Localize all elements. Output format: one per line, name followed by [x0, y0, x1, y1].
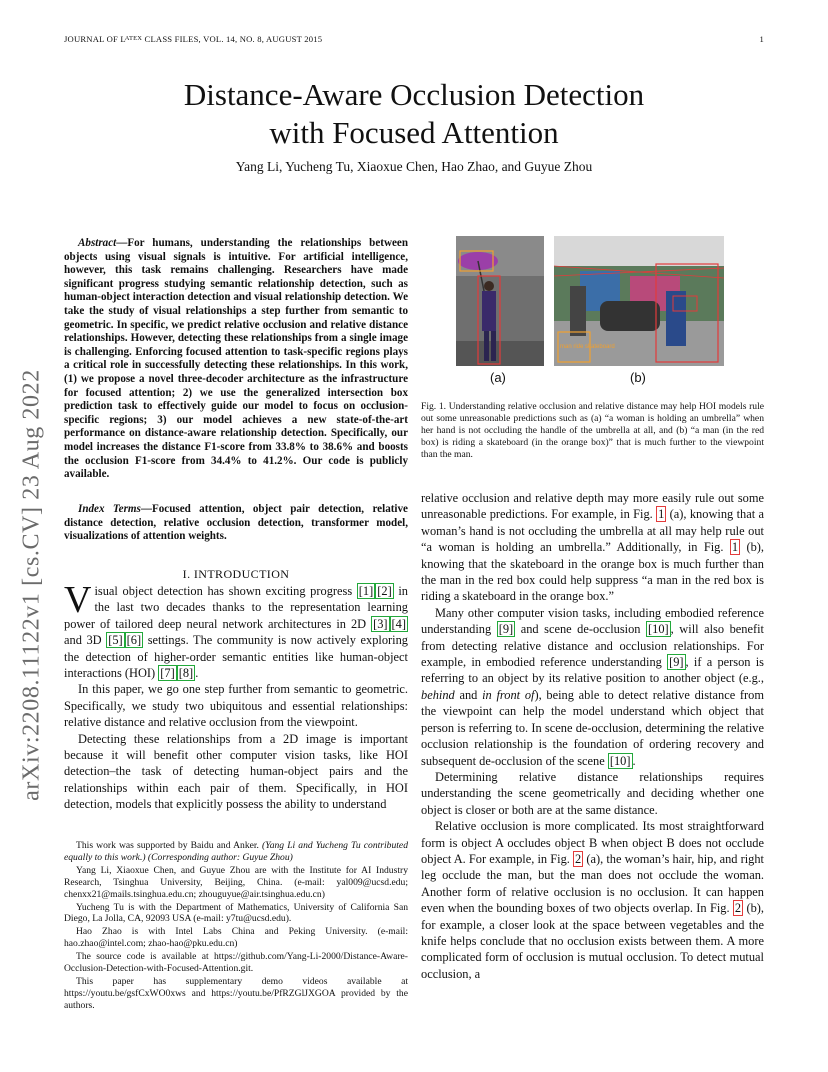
footnote-funding: This work was supported by Baidu and Anker. (Yang Li and Yucheng Tu contributed equally to this work.) (Corresponding author: Guyue Zhou): [64, 840, 408, 863]
abstract: [64, 237, 408, 482]
footnote-videos: This paper has supplementary demo videos available at https://youtu.be/gsfCxWO0xws and https://youtu.be/PfRZGlJXGOA provided by the authors.: [64, 975, 408, 1011]
citation-link[interactable]: [10]: [648, 622, 669, 637]
figure-1: [430, 236, 764, 386]
abstract-text: —For humans, understanding the relationships between objects using visual signals is intuitive. For artificial intelligence, however, this task remains challenging. Researchers have made significant progress studying semantic relationship detection, such as human-object interaction detection and visual relationship detection. We take the study of visual relationships a step further from semantic to geometric. In specific, we predict relative occlusion and relative distance relationships. However, detecting these relationships from a single image is challenging. Enforcing focused attention to task-specific regions plays a critical role in successfully detecting these relationships. In this work, (1) we propose a novel three-decoder architecture as the infrastructure for focused attention; 2) we use the generalized intersection box prediction task to effectively guide our model to focus on occlusion-specific regions; 3) our model achieves a new state-of-the-art performance on distance-aware relationship detection. Specifically, our model increases the distance F1-score from 33.8% to 38.6% and boosts the occlusion F1-score from 34.4% to 41.2%. Our code is publicly available.: [64, 237, 408, 481]
title-line-1: Distance-Aware Occlusion Detection: [183, 77, 645, 112]
figure-1-images: [430, 236, 764, 386]
figure-1a-image: [456, 236, 544, 366]
index-terms-lead: Index Terms: [78, 503, 141, 515]
intro-paragraph-2: In this paper, we go one step further from semantic to geometric. Specifically, we study two ubiquitous and essential relationships: relative distance and relative occlusion from the viewpoint.: [64, 682, 408, 730]
citation-link[interactable]: [6]: [126, 633, 142, 648]
index-terms: [64, 503, 408, 544]
footnote-affiliation-3: Hao Zhao is with Intel Labs China and Peking University. (e-mail: hao.zhao@intel.com; zhao-hao@pku.edu.cn): [64, 926, 408, 950]
intro-paragraph-3: Detecting these relationships from a 2D image is important because it will benefit other computer vision tasks, like HOI detection–the task of detecting human-object pairs and the relationships within each pair of them. Specifically, in HOI detection, models that explicitly possess the ability to understand: [64, 731, 408, 812]
citation-link[interactable]: [4]: [391, 616, 406, 631]
figure-reference-link[interactable]: 1: [731, 540, 739, 555]
citation-link[interactable]: [9]: [669, 655, 684, 670]
intro-paragraph-7: Relative occlusion is more complicated. Its most straightforward form is object A occludes object B when object B does not occlude object A. For example, in Fig. 2 (a), the woman’s hair, hip, and right leg occlude the man, but the man does not occlude the woman. Another form of relative occlusion is no occlusion. It can happen even when the bounding boxes of two objects overlap. In Fig. 2 (b), for example, a closer look at the space between vegetables and the knife helps conclude that no occlusion exists between them. A more complicated form of occlusion is mutual occlusion. To detect mutual occlusion, a: [421, 819, 764, 981]
citation-link[interactable]: [9]: [498, 622, 514, 637]
figure-reference-link[interactable]: 1: [658, 507, 665, 522]
citation-link[interactable]: [5]: [108, 633, 123, 648]
running-header: [64, 34, 764, 44]
footnotes: [64, 840, 408, 1013]
title-line-2: with Focused Attention: [269, 115, 559, 150]
citation-link[interactable]: [8]: [178, 666, 194, 681]
citation-link[interactable]: [1]: [358, 584, 374, 598]
footnote-affiliation-2: Yucheng Tu is with the Department of Mathematics, University of California San Diego, La Jolla, CA, 92093 USA (e-mail: y7tu@ucsd.edu).: [64, 901, 408, 925]
paper-title: [64, 76, 764, 152]
detection-box-label: man ride skateboard: [560, 344, 615, 350]
footnote-code: The source code is available at https://github.com/Yang-Li-2000/Distance-Aware-Occlusion-Detection-with-Focused-Attention.git.: [64, 951, 408, 975]
figure-1b-label: (b): [630, 370, 646, 385]
right-column-body: [421, 490, 764, 982]
intro-paragraph-5: Many other computer vision tasks, including embodied reference understanding [9] and scene de-occlusion [10] , will also benefit from detecting relative distance and occlusion relationships. For example, in embodied reference understanding [9] , if a person is referring to an object by its relative position to another object (e.g., behind and in front of), being able to detect relative distance from the viewpoint can help the model understand which object that person is referring to. In scene de-occlusion, determining the relative occlusion relationship is the foundation of ordering recovery and subsequent de-occlusion of the scene [10] .: [421, 605, 765, 768]
footnote-affiliation-1: Yang Li, Xiaoxue Chen, and Guyue Zhou are with the Institute for AI Industry Research, Tsinghua University, Beijing, China. (e-mail: yal009@ucsd.edu; chenxx21@mails.tsinghua.edu.cn; zhouguyue@air.tsinghua.edu.cn): [64, 864, 408, 900]
page-number: 1: [759, 34, 764, 44]
figure-reference-link[interactable]: 2: [575, 851, 582, 866]
journal-name: JOURNAL OF $L^{ATEX}$ CLASS FILES, VOL. 14, NO. 8, AUGUST 2015: [64, 34, 323, 44]
author-list: Yang Li, Yucheng Tu, Xiaoxue Chen, Hao Zhao, and Guyue Zhou: [235, 159, 593, 174]
drop-cap: V: [64, 579, 92, 621]
citation-link[interactable]: [3]: [373, 616, 388, 631]
abstract-lead: Abstract: [78, 237, 117, 249]
intro-paragraph-6: Determining relative distance relationships requires understanding the scene geometrically and deciding whether one object is closer or both are at the same distance.: [421, 769, 764, 817]
figure-reference-link[interactable]: 2: [734, 901, 742, 916]
figure-1-caption: Fig. 1. Understanding relative occlusion and relative distance may help HOI models rule out some unreasonable predictions such as (a) “a woman is holding an umbrella” when her hand is not occluding the handle of the umbrella at all, and (b) “a man (in the red box) is riding a skateboard (in the orange box)” that is much further to the viewpoint than the man.: [421, 401, 764, 460]
left-column-body: [64, 579, 408, 813]
intro-paragraph-1: Visual object detection has shown exciting progress [1] [2] in the last two decades thanks to the representation learning power of tailored deep neural network architectures in 2D [3] [4] and 3D [5] [6] settings. The community is now actively exploring the detection of higher-order semantic entities like human-object interactions (HOI) [7] [8] .: [64, 579, 408, 681]
intro-paragraph-4: relative occlusion and relative depth may more easily rule out some unreasonable predictions. For example, in Fig. 1 (a), knowing that a woman’s hand is not occluding the umbrella at all may help rule out “a woman is holding an umbrella.” Additionally, in Fig. 1 (b), knowing that the skateboard in the orange box is much further than the man in the red box could help suppress “a man in the red box is riding a skateboard in the orange box.”: [421, 491, 764, 604]
section-heading-introduction: I. INTRODUCTION: [182, 567, 290, 581]
arxiv-stamp: arXiv:2208.11122v1 [cs.CV] 23 Aug 2022: [18, 369, 45, 801]
citation-link[interactable]: [7]: [160, 666, 175, 681]
figure-1a-label: (a): [490, 370, 506, 385]
citation-link[interactable]: [10]: [609, 753, 631, 768]
index-terms-text: —Focused attention, object pair detection, relative distance detection, relative occlusion detection, transformer model, visualizations of attention weights.: [64, 503, 408, 543]
citation-link[interactable]: [2]: [377, 584, 392, 598]
